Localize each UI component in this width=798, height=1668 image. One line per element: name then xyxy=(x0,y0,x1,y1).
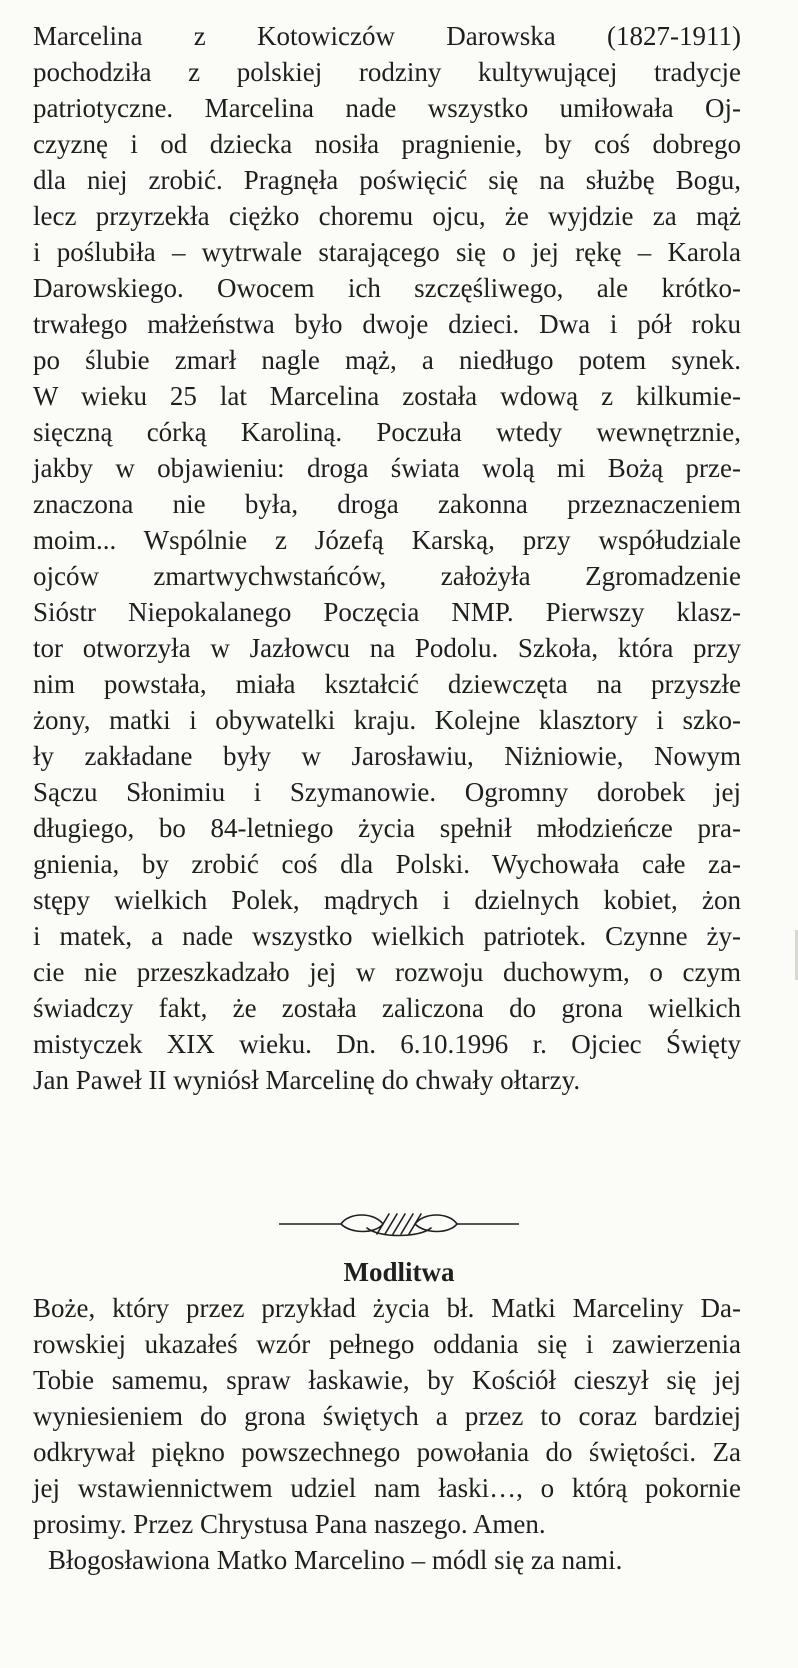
text-line: po ślubie zmarł nagle mąż, a niedługo potem synek. xyxy=(33,345,741,375)
text-line: lecz przyrzekła ciężko choremu ojcu, że wyjdzie za mąż xyxy=(33,201,741,231)
text-line: żony, matki i obywatelki kraju. Kolejne klasztory i szko- xyxy=(33,705,741,735)
text-line: Sączu Słonimiu i Szymanowie. Ogromny dorobek jej xyxy=(33,777,741,807)
prayer-line: jej wstawiennictwem udziel nam łaski…, o którą pokornie xyxy=(33,1473,741,1503)
text-line: i poślubiła – wytrwale starającego się o jej rękę – Karola xyxy=(33,237,741,267)
prayer-line: prosimy. Przez Chrystusa Pana naszego. Amen. xyxy=(33,1509,546,1539)
prayer-closing: Błogosławiona Matko Marcelino – módl się za nami. xyxy=(48,1545,623,1575)
text-line: gnienia, by zrobić coś dla Polski. Wychowała całe za- xyxy=(33,849,741,879)
text-line: jakby w objawieniu: droga świata wolą mi Bożą prze- xyxy=(33,453,741,483)
text-line: Jan Paweł II wyniósł Marcelinę do chwały ołtarzy. xyxy=(33,1065,581,1095)
prayer-line: wyniesieniem do grona świętych a przez to coraz bardziej xyxy=(33,1401,741,1431)
text-line: sięczną córką Karoliną. Poczuła wtedy wewnętrznie, xyxy=(33,417,741,447)
text-line: ojców zmartwychwstańców, założyła Zgromadzenie xyxy=(33,561,741,591)
prayer-line: odkrywał piękno powszechnego powołania do świętości. Za xyxy=(33,1437,741,1467)
text-line: trwałego małżeństwa było dwoje dzieci. Dwa i pół roku xyxy=(33,309,741,339)
text-line: dla niej zrobić. Pragnęła poświęcić się na służbę Bogu, xyxy=(33,165,741,195)
text-line: pochodziła z polskiej rodziny kultywującej tradycje xyxy=(33,57,741,87)
text-line: moim... Wspólnie z Józefą Karską, przy współudziale xyxy=(33,525,741,555)
text-line: tor otworzyła w Jazłowcu na Podolu. Szkoła, która przy xyxy=(33,633,741,663)
text-line: stępy wielkich Polek, mądrych i dzielnych kobiet, żon xyxy=(33,885,741,915)
text-line: patriotyczne. Marcelina nade wszystko umiłowała Oj- xyxy=(33,93,741,123)
text-line: ły zakładane były w Jarosławiu, Niżniowie, Nowym xyxy=(33,741,741,771)
decorative-flourish-icon xyxy=(279,1204,519,1244)
text-line: Darowskiego. Owocem ich szczęśliwego, ale krótko- xyxy=(33,273,741,303)
text-line: czyznę i od dziecka nosiła pragnienie, by coś dobrego xyxy=(33,129,741,159)
text-line: długiego, bo 84-letniego życia spełnił młodzieńcze pra- xyxy=(33,813,741,843)
text-line: cie nie przeszkadzało jej w rozwoju duchowym, o czym xyxy=(33,957,741,987)
text-line: Marcelina z Kotowiczów Darowska (1827-1911) xyxy=(33,21,741,51)
text-line: świadczy fakt, że została zaliczona do grona wielkich xyxy=(33,993,741,1023)
prayer-line: Boże, który przez przykład życia bł. Matki Marceliny Da- xyxy=(33,1293,741,1323)
text-line: nim powstała, miała kształcić dziewczęta na przyszłe xyxy=(33,669,741,699)
text-line: Sióstr Niepokalanego Poczęcia NMP. Pierwszy klasz- xyxy=(33,597,741,627)
text-line: i matek, a nade wszystko wielkich patriotek. Czynne ży- xyxy=(33,921,741,951)
prayer-heading: Modlitwa xyxy=(343,1257,455,1287)
prayer-line: Tobie samemu, spraw łaskawie, by Kościół cieszył się jej xyxy=(33,1365,741,1395)
text-line: znaczona nie była, droga zakonna przeznaczeniem xyxy=(33,489,741,519)
prayer-line: rowskiej ukazałeś wzór pełnego oddania się i zawierzenia xyxy=(33,1329,741,1359)
text-line: mistyczek XIX wieku. Dn. 6.10.1996 r. Ojciec Święty xyxy=(33,1029,741,1059)
text-line: W wieku 25 lat Marcelina została wdową z kilkumie- xyxy=(33,381,741,411)
